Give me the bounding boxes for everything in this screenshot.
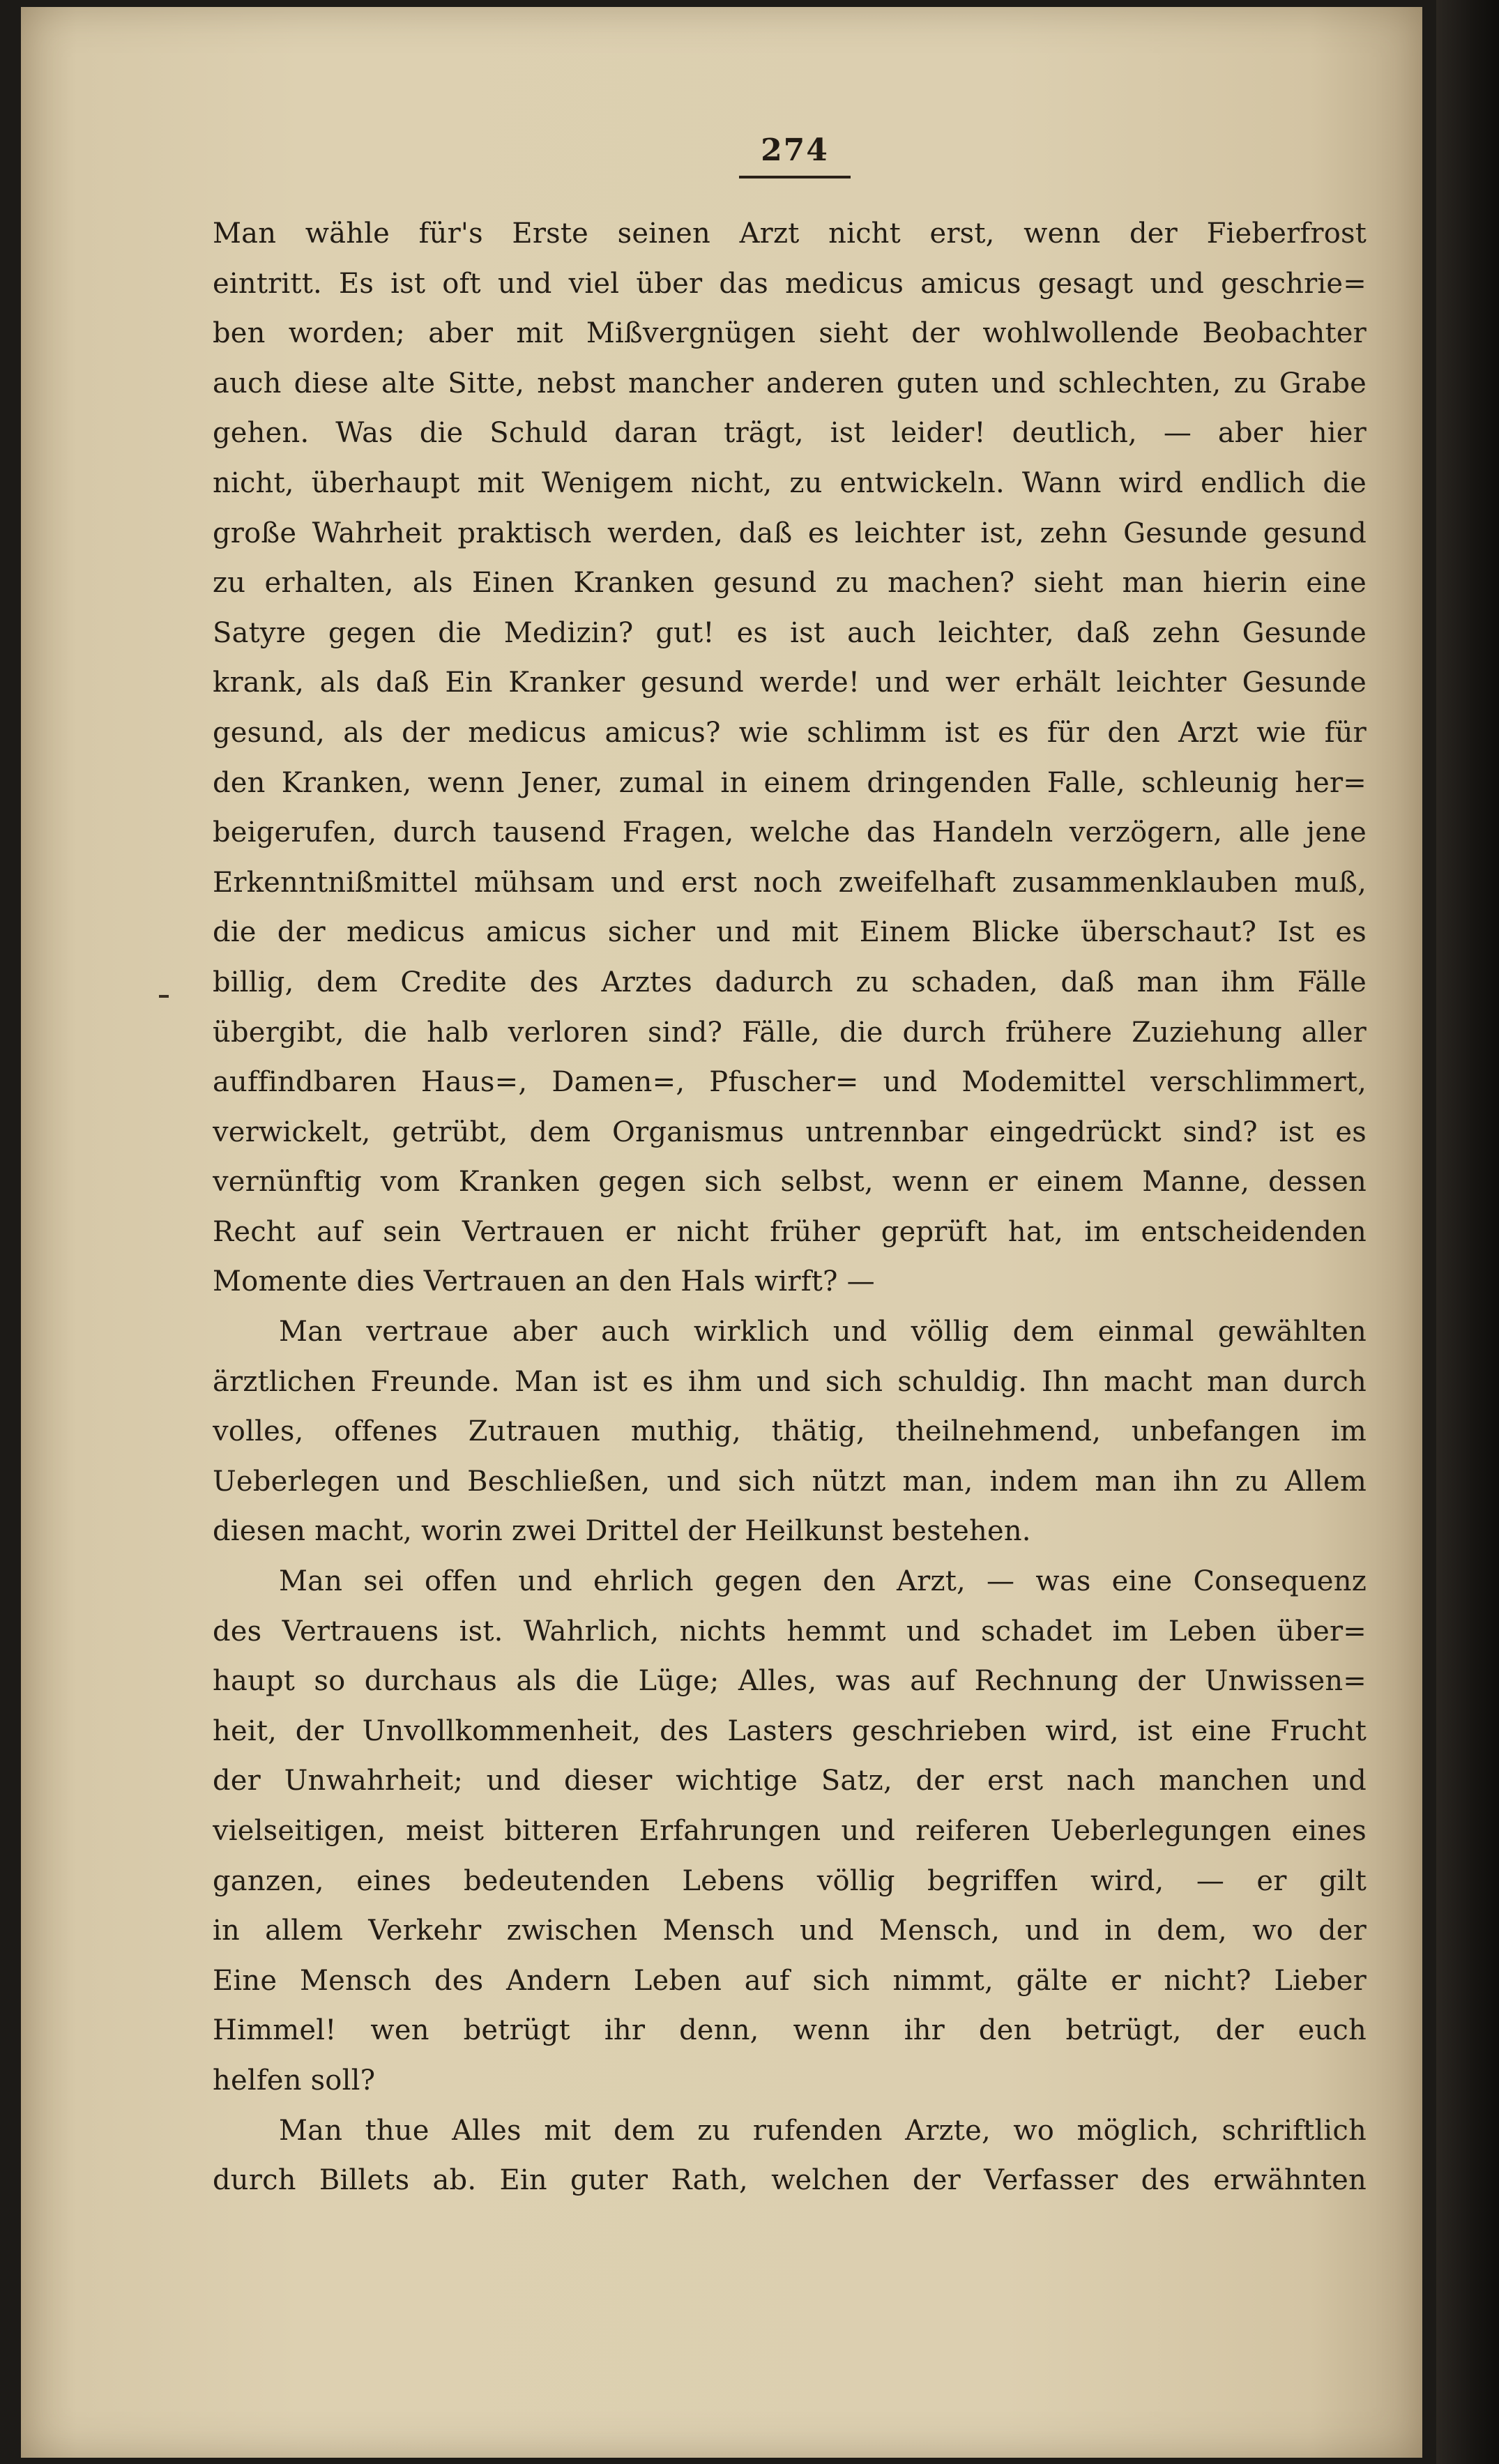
text-line: auch diese alte Sitte, nebst mancher anderen guten und schlechten, zu Grabe (213, 367, 1367, 400)
page-number: 274 (761, 132, 829, 168)
text-line: volles, offenes Zutrauen muthig, thätig, theilnehmend, unbefangen im (213, 1415, 1367, 1448)
text-line: Satyre gegen die Medizin? gut! es ist auch leichter, daß zehn Gesunde (213, 616, 1367, 649)
text-line: ganzen, eines bedeutenden Lebens völlig begriffen wird, — er gilt (213, 1864, 1367, 1897)
margin-mark (159, 995, 169, 998)
text-line: beigerufen, durch tausend Fragen, welche das Handeln verzögern, alle jene (213, 816, 1367, 849)
text-line: gehen. Was die Schuld daran trägt, ist leider! deutlich, — aber hier (213, 417, 1367, 450)
body-text (213, 209, 1367, 2287)
text-line: ben worden; aber mit Mißvergnügen sieht der wohlwollende Beobachter (213, 317, 1367, 350)
text-line: eintritt. Es ist oft und viel über das medicus amicus gesagt und geschrie= (213, 267, 1367, 300)
text-line: in allem Verkehr zwischen Mensch und Mensch, und in dem, wo der (213, 1915, 1367, 1947)
text-line: Erkenntnißmittel mühsam und erst noch zweifelhaft zusammenklauben muß, (213, 866, 1367, 899)
text-line: durch Billets ab. Ein guter Rath, welchen der Verfasser des erwähnten (213, 2164, 1367, 2197)
text-line: der Unwahrheit; und dieser wichtige Satz, der erst nach manchen und (213, 1765, 1367, 1797)
page-number-rule (739, 176, 851, 178)
text-line: Man thue Alles mit dem zu rufenden Arzte, wo möglich, schriftlich (279, 2114, 1367, 2147)
text-line: heit, der Unvollkommenheit, des Lasters geschrieben wird, ist eine Frucht (213, 1714, 1367, 1747)
text-line: haupt so durchaus als die Lüge; Alles, was auf Rechnung der Unwissen= (213, 1665, 1367, 1698)
text-line: krank, als daß Ein Kranker gesund werde! und wer erhält leichter Gesunde (213, 667, 1367, 699)
text-line: Eine Mensch des Andern Leben auf sich nimmt, gälte er nicht? Lieber (213, 1964, 1367, 1997)
text-line: große Wahrheit praktisch werden, daß es leichter ist, zehn Gesunde gesund (213, 517, 1367, 549)
text-line: nicht, überhaupt mit Wenigem nicht, zu entwickeln. Wann wird endlich die (213, 466, 1367, 499)
text-line: vielseitigen, meist bitteren Erfahrungen und reiferen Ueberlegungen eines (213, 1815, 1367, 1847)
text-line: den Kranken, wenn Jener, zumal in einem dringenden Falle, schleunig her= (213, 766, 1367, 799)
text-line: billig, dem Credite des Arztes dadurch zu schaden, daß man ihm Fälle (213, 966, 1367, 998)
text-line: Recht auf sein Vertrauen er nicht früher geprüft hat, im entscheidenden (213, 1215, 1367, 1248)
text-line: helfen soll? (213, 2064, 376, 2097)
text-line: übergibt, die halb verloren sind? Fälle, die durch frühere Zuziehung aller (213, 1016, 1367, 1049)
text-line: Momente dies Vertrauen an den Hals wirft? — (213, 1265, 875, 1298)
text-line: ärztlichen Freunde. Man ist es ihm und sich schuldig. Ihn macht man durch (213, 1365, 1367, 1398)
text-line: verwickelt, getrübt, dem Organismus untrennbar eingedrückt sind? ist es (213, 1116, 1367, 1148)
text-line: diesen macht, worin zwei Drittel der Heilkunst bestehen. (213, 1515, 1031, 1548)
text-line: auffindbaren Haus=, Damen=, Pfuscher= und Modemittel verschlimmert, (213, 1066, 1367, 1099)
text-line: Himmel! wen betrügt ihr denn, wenn ihr den betrügt, der euch (213, 2014, 1367, 2047)
text-line: vernünftig vom Kranken gegen sich selbst, wenn er einem Manne, dessen (213, 1166, 1367, 1199)
text-line: die der medicus amicus sicher und mit Einem Blicke überschaut? Ist es (213, 916, 1367, 949)
text-line: Ueberlegen und Beschließen, und sich nützt man, indem man ihn zu Allem (213, 1465, 1367, 1498)
text-line: gesund, als der medicus amicus? wie schlimm ist es für den Arzt wie für (213, 716, 1367, 749)
book-spine-edge (1436, 0, 1499, 2464)
text-line: des Vertrauens ist. Wahrlich, nichts hemmt und schadet im Leben über= (213, 1615, 1367, 1648)
text-line: zu erhalten, als Einen Kranken gesund zu machen? sieht man hierin eine (213, 567, 1367, 600)
text-line: Man wähle für's Erste seinen Arzt nicht erst, wenn der Fieberfrost (213, 218, 1367, 250)
text-line: Man vertraue aber auch wirklich und völlig dem einmal gewählten (279, 1316, 1367, 1348)
text-line: Man sei offen und ehrlich gegen den Arzt, — was eine Consequenz (279, 1565, 1367, 1598)
